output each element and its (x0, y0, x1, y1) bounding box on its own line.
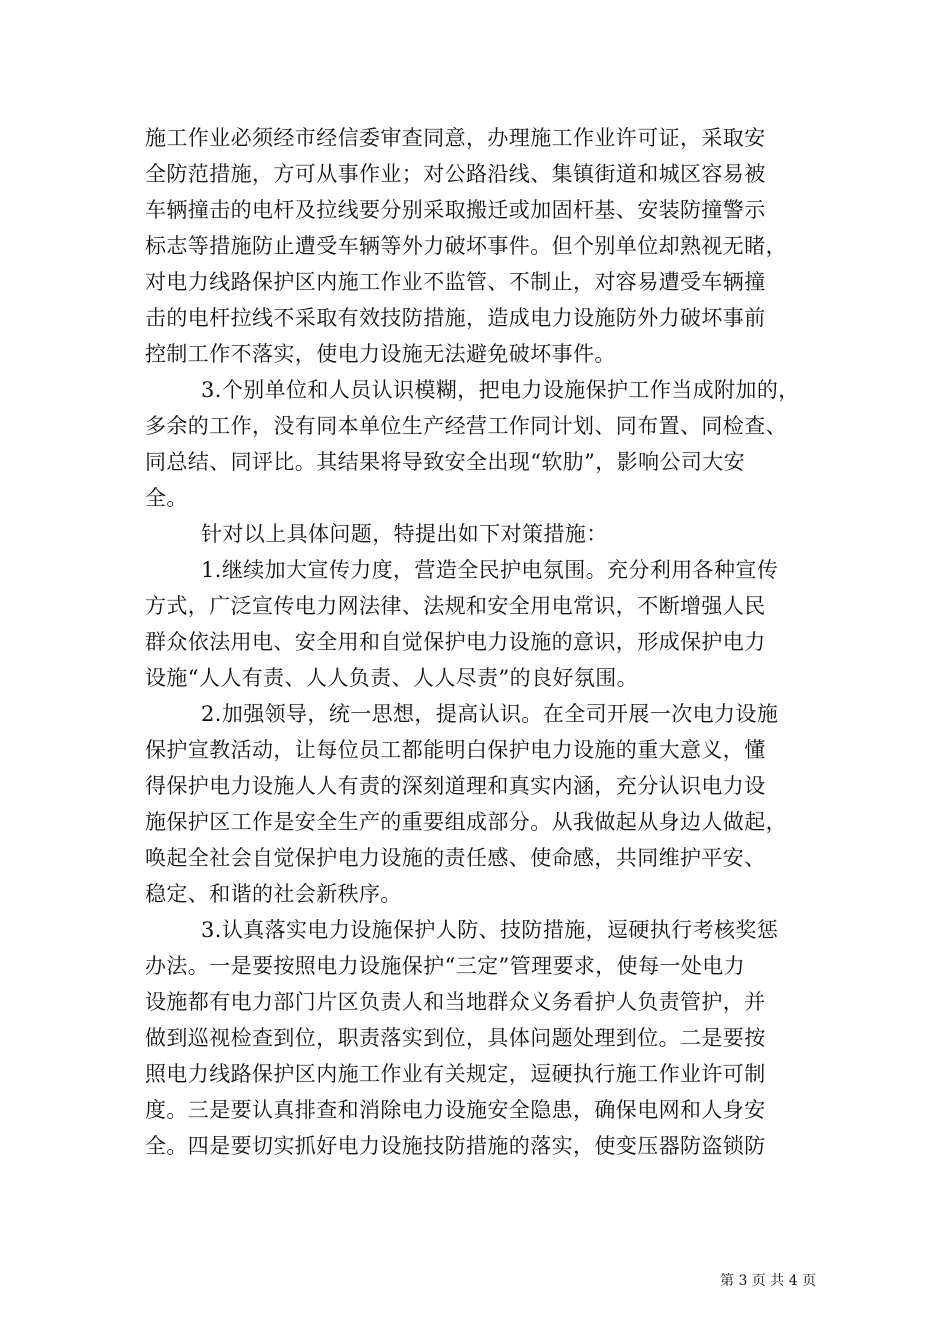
text-line: 设施都有电力部门片区负责人和当地群众义务看护人负责管护，并 (145, 990, 766, 1014)
text-line: 标志等措施防止遭受车辆等外力破坏事件。但个别单位却熟视无睹， (145, 234, 787, 258)
page-number: 第 3 页 共 4 页 (720, 1273, 817, 1289)
document-body (145, 120, 807, 1164)
text-line: 施工作业必须经市经信委审查同意，办理施工作业许可证，采取安 (145, 126, 766, 150)
text-line: 得保护电力设施人人有责的深刻道理和真实内涵，充分认识电力设 (145, 774, 766, 798)
text-line: 车辆撞击的电杆及拉线要分别采取搬迁或加固杆基、安装防撞警示 (145, 198, 766, 222)
paragraph-start-line: 2.加强领导，统一思想，提高认识。在全司开展一次电力设施 (201, 702, 779, 726)
text-line: 多余的工作，没有同本单位生产经营工作同计划、同布置、同检查、 (145, 414, 787, 438)
text-line: 唤起全社会自觉保护电力设施的责任感、使命感，共同维护平安、 (145, 846, 766, 870)
text-line: 群众依法用电、安全用和自觉保护电力设施的意识，形成保护电力 (145, 630, 766, 654)
paragraph-start-line: 3.个别单位和人员认识模糊，把电力设施保护工作当成附加的， (201, 378, 800, 402)
text-line: 击的电杆拉线不采取有效技防措施，造成电力设施防外力破坏事前 (145, 306, 766, 330)
text-line: 全。四是要切实抓好电力设施技防措施的落实，使变压器防盗锁防 (145, 1134, 766, 1158)
text-line: 施保护区工作是安全生产的重要组成部分。从我做起从身边人做起， (145, 810, 787, 834)
paragraph-start-line: 针对以上具体问题，特提出如下对策措施： (201, 522, 608, 546)
text-line: 同总结、同评比。其结果将导致安全出现“软肋”，影响公司大安 (145, 450, 746, 474)
paragraph-start-line: 1.继续加大宣传力度，营造全民护电氛围。充分利用各种宣传 (201, 558, 779, 582)
text-line: 度。三是要认真排查和消除电力设施安全隐患，确保电网和人身安 (145, 1098, 766, 1122)
text-line: 做到巡视检查到位，职责落实到位，具体问题处理到位。二是要按 (145, 1026, 766, 1050)
text-line: 全防范措施，方可从事作业；对公路沿线、集镇街道和城区容易被 (145, 162, 766, 186)
text-line: 控制工作不落实，使电力设施无法避免破坏事件。 (145, 342, 616, 366)
paragraph-start-line: 3.认真落实电力设施保护人防、技防措施，逗硬执行考核奖惩 (201, 918, 779, 942)
text-line: 保护宣教活动，让每位员工都能明白保护电力设施的重大意义，懂 (145, 738, 766, 762)
text-line: 照电力线路保护区内施工作业有关规定，逗硬执行施工作业许可制 (145, 1062, 766, 1086)
text-line: 方式，广泛宣传电力网法律、法规和安全用电常识，不断增强人民 (145, 594, 766, 618)
text-line: 全。 (145, 486, 188, 510)
text-line: 稳定、和谐的社会新秩序。 (145, 882, 402, 906)
text-line: 对电力线路保护区内施工作业不监管、不制止，对容易遭受车辆撞 (145, 270, 766, 294)
text-line: 办法。一是要按照电力设施保护“三定”管理要求，使每一处电力 (145, 954, 746, 978)
text-line: 设施“人人有责、人人负责、人人尽责”的良好氛围。 (145, 666, 639, 690)
